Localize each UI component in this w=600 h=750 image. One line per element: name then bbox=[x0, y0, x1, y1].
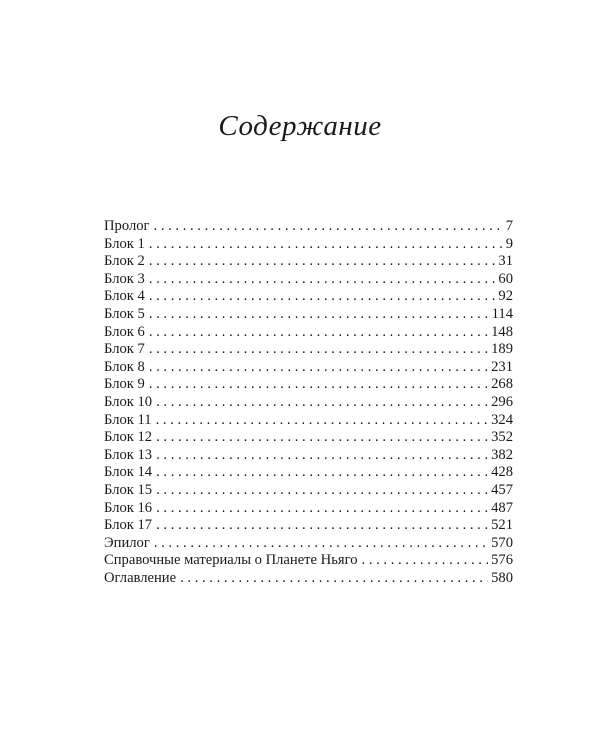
toc-dot-leader bbox=[156, 464, 488, 482]
toc-entry bbox=[104, 341, 513, 359]
toc-dot-leader bbox=[149, 253, 496, 271]
toc-entry-label: Блок 1 bbox=[104, 235, 145, 252]
toc-dot-leader bbox=[156, 500, 488, 518]
toc-dot-leader bbox=[156, 517, 488, 535]
toc-dot-leader bbox=[149, 324, 488, 342]
toc-entry-label: Блок 6 bbox=[104, 323, 145, 340]
toc-entry-label: Блок 8 bbox=[104, 358, 145, 375]
toc-dot-leader bbox=[156, 482, 488, 500]
toc-entry-page: 457 bbox=[491, 481, 513, 498]
toc-entry-page: 148 bbox=[491, 323, 513, 340]
toc-entry-label: Блок 12 bbox=[104, 429, 153, 446]
toc-entry-page: 296 bbox=[491, 393, 513, 410]
toc-entry bbox=[104, 324, 513, 342]
toc-entry-page: 92 bbox=[498, 288, 513, 305]
toc-entry-page: 324 bbox=[491, 411, 513, 428]
toc-dot-leader bbox=[149, 271, 496, 289]
toc-entry-label: Блок 11 bbox=[104, 411, 152, 428]
toc-entry-page: 31 bbox=[498, 253, 513, 270]
toc-entry bbox=[104, 535, 513, 553]
toc-entry bbox=[104, 464, 513, 482]
toc-entry-page: 382 bbox=[491, 446, 513, 463]
toc-dot-leader bbox=[362, 552, 489, 570]
toc-entry bbox=[104, 288, 513, 306]
toc-dot-leader bbox=[149, 236, 503, 254]
toc-entry bbox=[104, 500, 513, 518]
toc-entry-label: Блок 10 bbox=[104, 393, 153, 410]
toc-entry-page: 60 bbox=[498, 270, 513, 287]
toc-entry-label: Блок 17 bbox=[104, 517, 153, 534]
toc-entry-page: 576 bbox=[491, 552, 513, 569]
toc-entry-label: Блок 15 bbox=[104, 481, 153, 498]
toc-entry-label: Блок 3 bbox=[104, 270, 145, 287]
toc-dot-leader bbox=[149, 359, 488, 377]
toc-dot-leader bbox=[149, 306, 489, 324]
toc-dot-leader bbox=[156, 412, 489, 430]
toc-dot-leader bbox=[149, 341, 488, 359]
toc-entry-page: 268 bbox=[491, 376, 513, 393]
toc-entry bbox=[104, 447, 513, 465]
toc-entry-label: Эпилог bbox=[104, 534, 150, 551]
toc-entry-page: 428 bbox=[491, 464, 513, 481]
toc-dot-leader bbox=[156, 447, 488, 465]
toc-entry bbox=[104, 271, 513, 289]
toc-entry-page: 9 bbox=[505, 235, 513, 252]
toc-entry bbox=[104, 482, 513, 500]
toc-dot-leader bbox=[149, 376, 488, 394]
toc-entry bbox=[104, 253, 513, 271]
toc-entry bbox=[104, 306, 513, 324]
toc-entry-page: 570 bbox=[491, 534, 513, 551]
toc-entry-label: Блок 9 bbox=[104, 376, 145, 393]
toc-entry-label: Блок 4 bbox=[104, 288, 145, 305]
toc-dot-leader bbox=[156, 429, 488, 447]
toc-entry bbox=[104, 412, 513, 430]
toc-entry bbox=[104, 429, 513, 447]
toc-entry-page: 580 bbox=[491, 569, 513, 586]
toc-entry bbox=[104, 359, 513, 377]
toc-entry-page: 114 bbox=[491, 305, 513, 322]
toc-dot-leader bbox=[154, 535, 488, 553]
toc-dot-leader bbox=[180, 570, 488, 588]
toc-entry-page: 7 bbox=[505, 218, 513, 234]
table-of-contents bbox=[104, 218, 513, 587]
toc-entry-page: 521 bbox=[491, 517, 513, 534]
toc-entry-label: Блок 7 bbox=[104, 341, 145, 358]
toc-entry-page: 189 bbox=[491, 341, 513, 358]
toc-entry-label: Справочные материалы о Планете Ньяго bbox=[104, 552, 358, 569]
toc-entry bbox=[104, 394, 513, 412]
toc-dot-leader bbox=[154, 218, 503, 236]
toc-entry-page: 352 bbox=[491, 429, 513, 446]
toc-entry bbox=[104, 552, 513, 570]
toc-entry-label: Оглавление bbox=[104, 569, 177, 586]
toc-entry-label: Блок 5 bbox=[104, 305, 145, 322]
toc-entry bbox=[104, 218, 513, 236]
toc-entry bbox=[104, 570, 513, 588]
toc-entry-label: Блок 16 bbox=[104, 499, 153, 516]
toc-dot-leader bbox=[149, 288, 496, 306]
toc-entry-label: Пролог bbox=[104, 218, 150, 234]
toc-entry-page: 487 bbox=[491, 499, 513, 516]
toc-entry-page: 231 bbox=[491, 358, 513, 375]
toc-entry bbox=[104, 517, 513, 535]
toc-entry-label: Блок 2 bbox=[104, 253, 145, 270]
toc-entry-label: Блок 13 bbox=[104, 446, 153, 463]
page-title: Содержание bbox=[218, 110, 382, 142]
toc-entry bbox=[104, 236, 513, 254]
toc-entry bbox=[104, 376, 513, 394]
toc-dot-leader bbox=[156, 394, 488, 412]
toc-entry-label: Блок 14 bbox=[104, 464, 153, 481]
